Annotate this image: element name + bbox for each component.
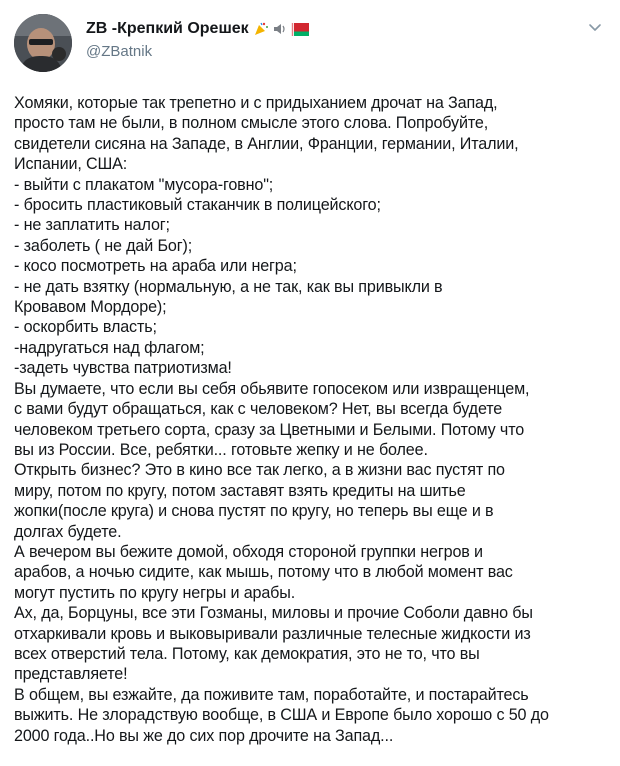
belarus-flag-icon [291, 23, 309, 36]
user-names [86, 18, 309, 60]
display-name-row [86, 18, 309, 40]
display-name[interactable]: ZB -Крепкий Орешек [86, 20, 249, 37]
user-handle[interactable]: @ZBatnik [86, 43, 153, 60]
tweet-header [14, 12, 606, 74]
party-popper-icon [253, 21, 269, 37]
chevron-down-icon[interactable] [586, 18, 604, 36]
tweet-text: Хомяки, которые так трепетно и с придыханием дрочат на Запад, просто там не были, в полном смысле этого слова. Попробуйте, свидетели сисяна на Западе, в Англии, Франции, германии, Италии, Испании, США: - выйти с плакатом "мусора-говно"; - бросить пластиковый стаканчик в полицейского; - не заплатить налог; - заболеть ( не дай Бог); - косо посмотреть на араба или негра; - не дать взятку (нормальную, а не так, как вы привыкли в Кровавом Мордоре); - оскорбить власть; -надругаться над флагом; -задеть чувства патриотизма! Вы думаете, что если вы себя обьявите гопосеком или извращенцем, с вами будут обращаться, как с человеком? Нет, вы всегда будете человеком третьего сорта, сразу за Цветными и Белыми. Потому что вы из России. Все, ребятки... готовьте жепку и не более. Открыть бизнес? Это в кино все так легко, а в жизни вас пустят по миру, потом по кругу, потом заставят взять кредиты на шитье жопки(после круга) и снова пустят по кругу, но теперь вы еще и в долгах будете. А вечером вы бежите домой, обходя стороной группки негров и арабов, а ночью сидите, как мышь, потому что в любой момент вас могут пустить по кругу негры и арабы. Ах, да, Борцуны, все эти Гозманы, миловы и прочие Соболи давно бы отхаркивали кровь и выковыривали различные телесные жидкости из всех отверстий тела. Потому, как демократия, это не то, что вы представляете! В общем, вы езжайте, да поживите там, поработайте, и постарайтесь выжить. Не злорадствую вообще, в США и Европе было хорошо с 50 до 2000 года..Но вы же до сих пор дрочите на Запад... [14, 94, 549, 745]
avatar[interactable] [14, 14, 72, 72]
speaker-icon [273, 22, 287, 36]
avatar-photo [14, 14, 72, 72]
